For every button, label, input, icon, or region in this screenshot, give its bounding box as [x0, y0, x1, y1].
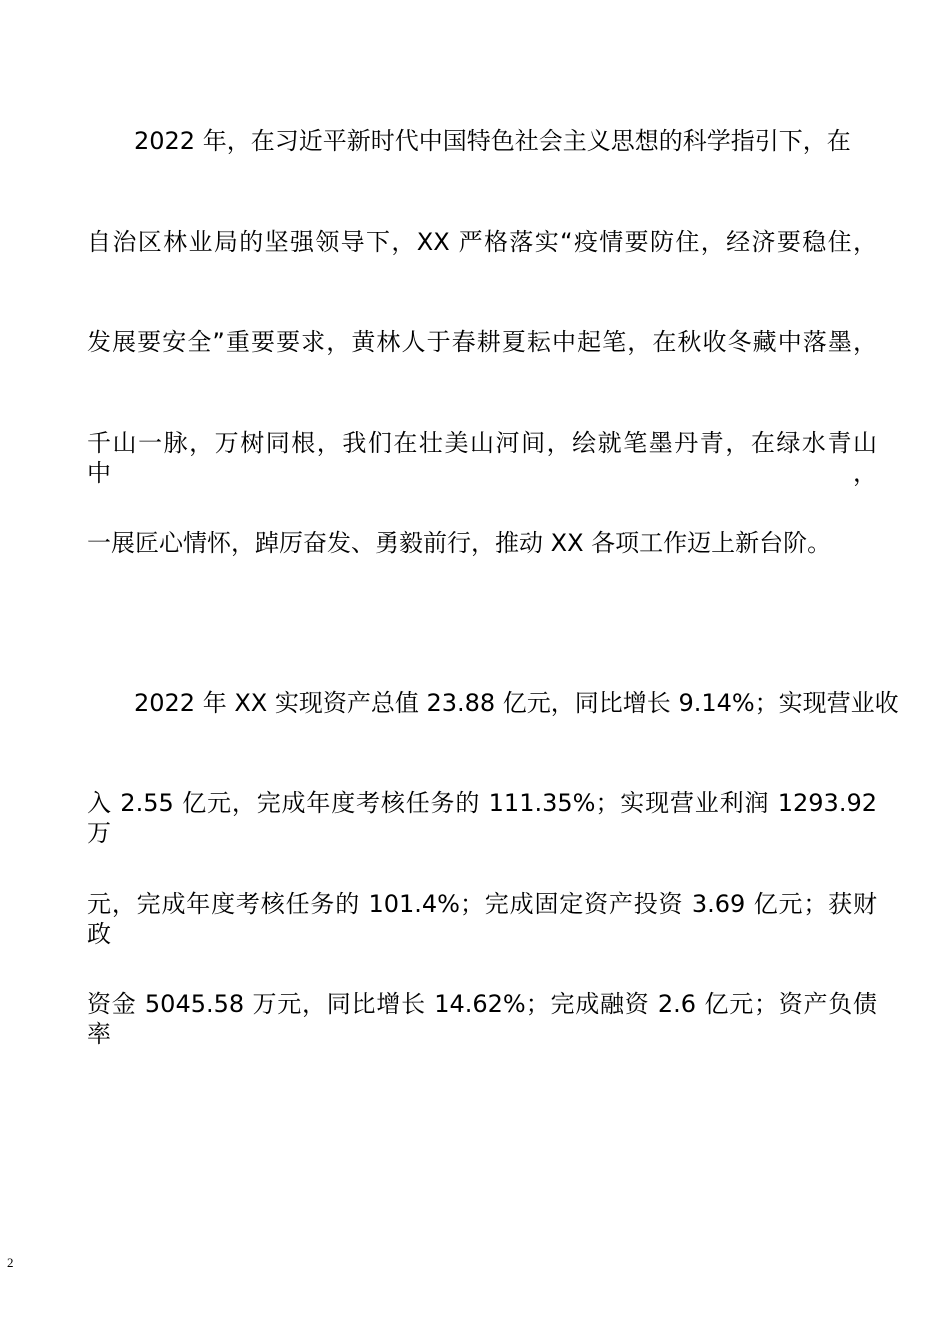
paragraph-1-line-2: 自治区林业局的坚强领导下，XX 严格落实“疫情要防住，经济要稳住，	[87, 228, 877, 256]
paragraph-2-line-1: 2022 年 XX 实现资产总值 23.88 亿元，同比增长 9.14%；实现营业收	[134, 689, 899, 717]
paragraph-2-line-4: 资金 5045.58 万元，同比增长 14.62%；完成融资 2.6 亿元；资产负债率	[87, 990, 877, 1048]
paragraph-2-line-2: 入 2.55 亿元，完成年度考核任务的 111.35%；实现营业利润 1293.92 万	[87, 789, 877, 847]
paragraph-1-line-4: 千山一脉，万树同根，我们在壮美山河间，绘就笔墨丹青，在绿水青山中，	[87, 429, 877, 487]
paragraph-1-line-5: 一展匠心情怀，踔厉奋发、勇毅前行，推动 XX 各项工作迈上新台阶。	[87, 529, 832, 557]
page-number: 2	[7, 1255, 14, 1270]
paragraph-1-line-1: 2022 年，在习近平新时代中国特色社会主义思想的科学指引下，在	[134, 127, 851, 155]
paragraph-1-line-3: 发展要安全”重要要求，黄林人于春耕夏耘中起笔，在秋收冬藏中落墨，	[87, 328, 877, 356]
paragraph-2-line-3: 元，完成年度考核任务的 101.4%；完成固定资产投资 3.69 亿元；获财政	[87, 890, 877, 948]
